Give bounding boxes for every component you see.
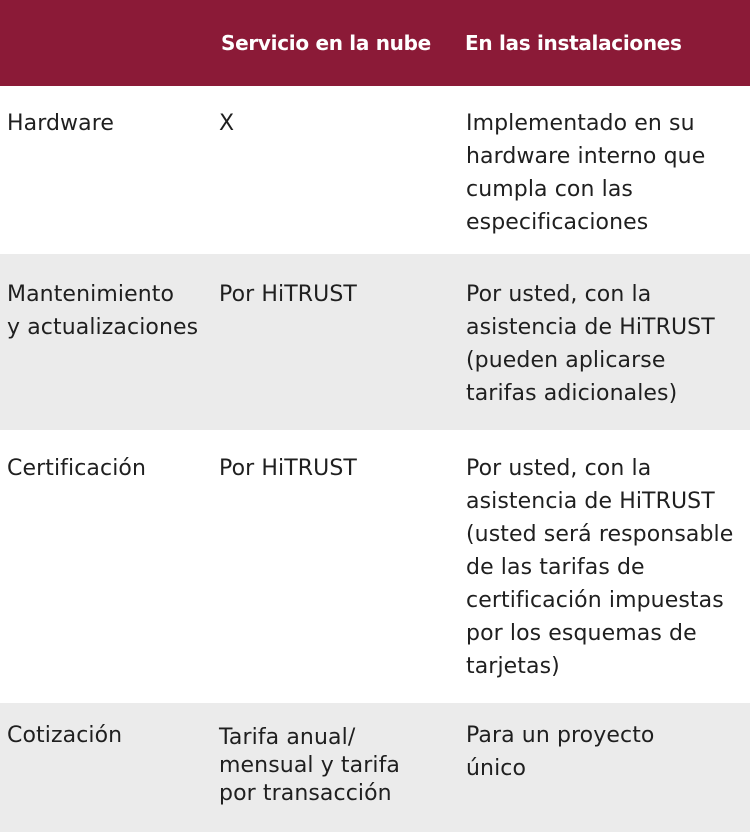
onprem-cell: Implementado en su hardware interno que cumpla con las especificaciones xyxy=(466,111,706,235)
onprem-cell: Por usted, con la asistencia de HiTRUST (pueden aplicarse tarifas adicionales) xyxy=(466,282,715,406)
header-on-premises: En las instalaciones xyxy=(465,31,682,55)
table-row-certification xyxy=(0,430,750,703)
feature-cell: Hardware xyxy=(7,111,115,136)
table-row-maintenance xyxy=(0,254,750,430)
table-header xyxy=(0,0,750,86)
onprem-cell: Para un proyecto único xyxy=(466,723,655,781)
cloud-cell: X xyxy=(219,111,235,136)
table-row-hardware xyxy=(0,86,750,254)
onprem-cell: Por usted, con la asistencia de HiTRUST (usted será responsable de las tarifas de certificación impuestas por los esquemas de tarjetas) xyxy=(466,456,734,679)
table-row-pricing xyxy=(0,703,750,832)
cloud-cell: Por HiTRUST xyxy=(219,456,357,481)
feature-cell: Mantenimiento y actualizaciones xyxy=(7,282,199,340)
feature-cell: Certificación xyxy=(7,456,147,481)
cloud-cell: Por HiTRUST xyxy=(219,282,357,307)
feature-cell: Cotización xyxy=(7,723,123,748)
header-cloud-service: Servicio en la nube xyxy=(221,31,431,55)
cloud-cell: Tarifa anual/ mensual y tarifa por transacción xyxy=(219,725,401,806)
